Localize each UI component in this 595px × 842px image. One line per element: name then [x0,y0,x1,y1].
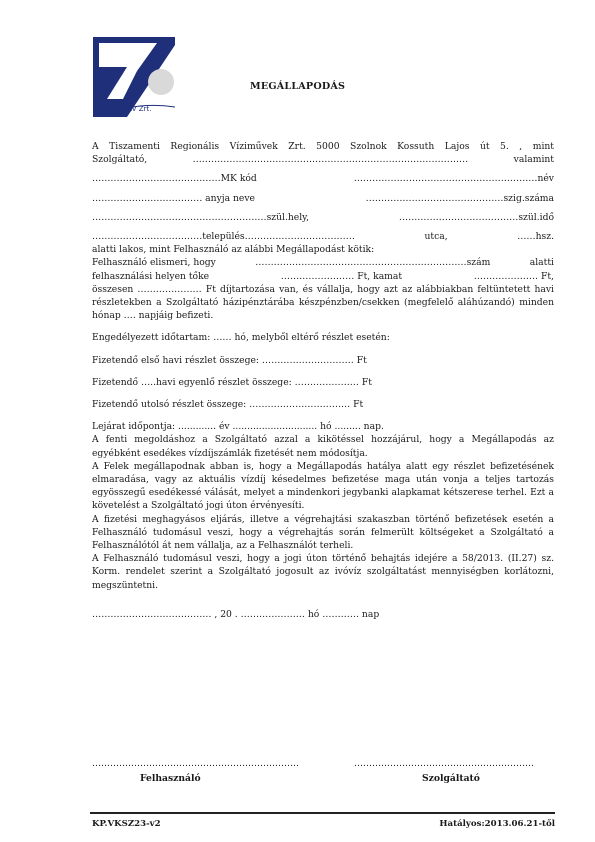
intro-line: A Tiszamenti Regionális Víziművek Zrt. 5000 Szolnok Kossuth Lajos út 5. , mint [92,141,554,152]
acknowledge-line: Felhasználó elismeri, hogy ……………………………………………………………szám alatti [92,257,554,269]
date-line: ………………………………… , 20 . ………………… hó ………… nap [92,608,380,620]
resident-line: alatti lakos, mint Felhasználó az alábbi Megállapodást kötik: [92,244,375,256]
birth-line: …………………………………………………szül.hely, …………………………………szül.idő [92,211,554,223]
mk-code-line: ……………………………………MK kód ……………………………………………………név [92,173,554,185]
signature-line-user: …………………………………………………………… [92,759,299,769]
first-installment-line: Fizetendő első havi részlet összege: ………………………… Ft [92,354,367,366]
signature-label-user: Felhasználó [140,773,201,784]
document-title: MEGÁLLAPODÁS [250,81,346,92]
signature-line-provider: …………………………………………………… [354,759,534,769]
due-date-line: Lejárat időpontja: ............. év ............................. hó ......... nap. [92,421,384,433]
enforcement-paragraph: A fizetési meghagyásos eljárás, illetve a végrehajtási szakaszban történő befizetések esetén a Felhasználó tudomásul veszi, hogy a végrehajtás során felmerült költségeket a Szolgáltató a Felhasználótól át nem vállalja, az a Felhasználót terheli. [92,513,554,552]
consent-paragraph: A fenti megoldáshoz a Szolgáltató azzal a kikötéssel hozzájárul, hogy a Megállapodás az egyébként esedékes vízdíjszámlák fizetését nem módosítja. [92,434,554,459]
agreement-body [92,140,554,621]
default-paragraph: A Felek megállapodnak abban is, hogy a Megállapodás hatálya alatt egy részlet befizetésének elmaradása, vagy az aktuális vízdíj késedelmes befizetése maga után vonja a teljes tartozás egyösszegű esedékessé válását, melyet a mindenkori jegybanki alapkamat kétszerese terhel. Ezt a követelést a Szolgáltató jogi úton érvényesíti. [92,460,554,512]
mother-name-line: ……………………………… anyja neve ………………………………………szig.száma [92,192,554,204]
provider-line: Szolgáltató, ……………………………………………………………………………… valamint [92,154,554,166]
signature-label-provider: Szolgáltató [422,773,480,784]
footer-divider [90,812,555,814]
logo-text: TRV Zrt. [123,105,152,113]
address-line: ………………………………település……………………………… utca, ……hsz. [92,231,554,243]
last-installment-line: Fizetendő utolsó részlet összege: …………………………… Ft [92,399,364,411]
trv-logo-icon [93,37,175,117]
form-code: KP.VKSZ23-v2 [92,819,161,829]
capital-line: felhasználási helyen tőke …………………… Ft, kamat ………………… Ft, [92,270,554,282]
duration-line: Engedélyezett időtartam: …… hó, melyből eltérő részlet esetén: [92,332,390,344]
restriction-paragraph: A Felhasználó tudomásul veszi, hogy a jogi úton történő behajtás idejére a 58/2013. (II.27) sz. Korm. rendelet szerint a Szolgáltató jogosult az ivóvíz szolgáltatást mennyiségben korlátozni, megszüntetni. [92,553,554,591]
debt-paragraph: összesen ………………… Ft díjtartozása van, és vállalja, hogy azt az alábbiakban feltüntetett havi részletekben a Szolgáltató házipénztárába készpénzben/csekken (megfelelő aláhúzandó) minden hónap …. napjáig befizeti. [92,283,554,322]
company-logo [93,37,175,117]
effective-date: Hatályos:2013.06.21-től [439,819,555,829]
equal-installment-line: Fizetendő …..havi egyenlő részlet összege: ………………… Ft [92,376,372,388]
